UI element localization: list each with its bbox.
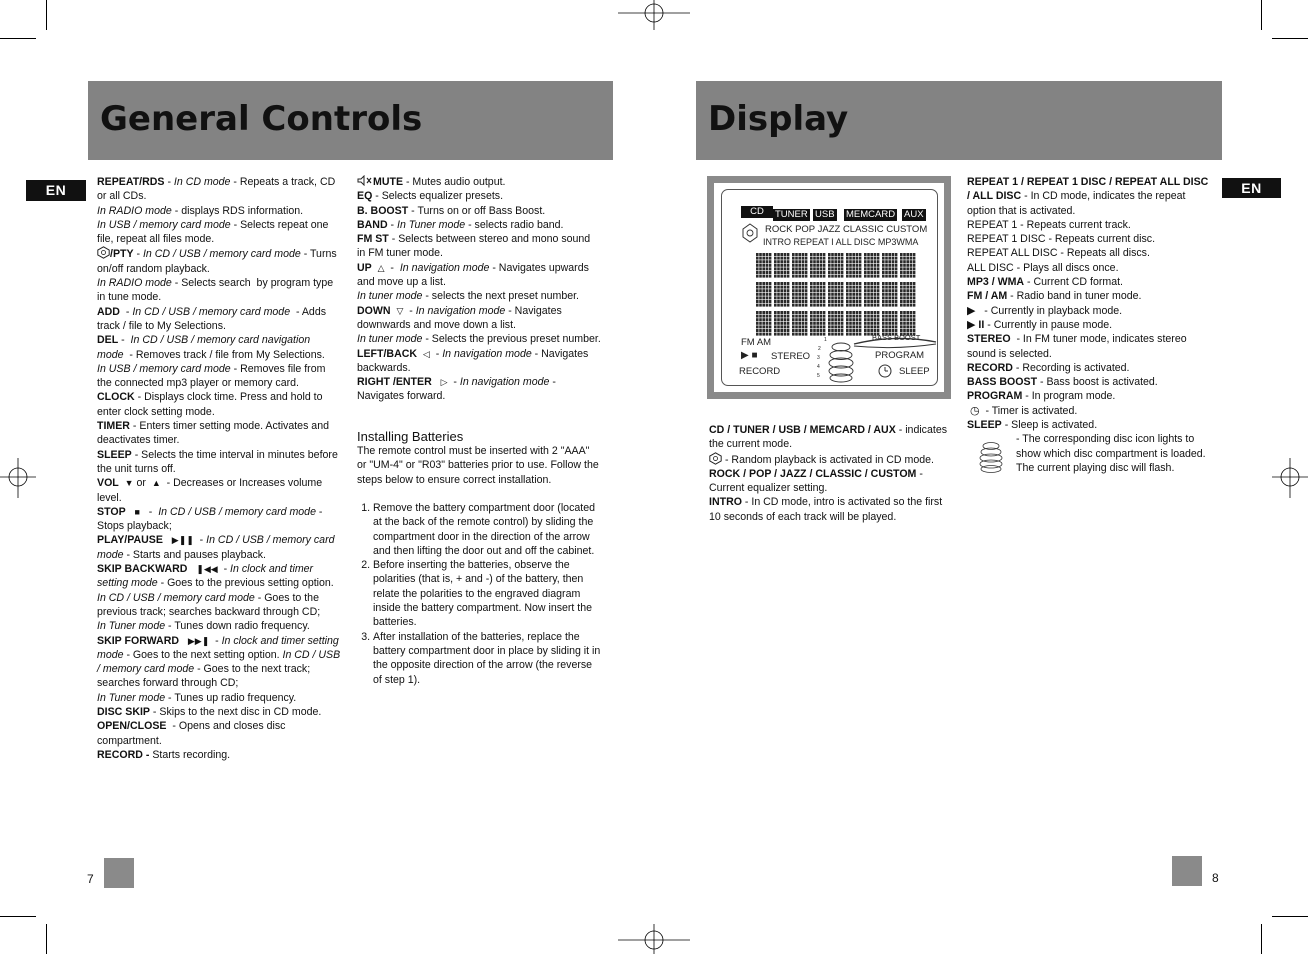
lcd-tag-cd: CD	[741, 206, 773, 218]
display-column-2	[967, 175, 1213, 490]
entry-term: ROCK / POP / JAZZ / CLASSIC / CUSTOM	[709, 467, 917, 480]
display-entry	[967, 261, 1213, 275]
entry-description: In Tuner mode - Tunes down radio frequency.	[97, 620, 310, 633]
entry-term: SLEEP	[967, 419, 1002, 432]
entry-term: BAND	[357, 218, 388, 231]
entry-description: - In CD / USB / memory card navigation mode - Removes track / file from My Selections.	[97, 334, 325, 361]
entry-description: - Random playback is activated in CD mode.	[722, 453, 934, 466]
batteries-heading: Installing Batteries	[357, 428, 464, 444]
entry-term: CLOCK	[97, 391, 135, 404]
entry-description: ▶❚❚ - In CD / USB / memory card mode - Starts and pauses playback.	[97, 534, 335, 561]
entry-term: SLEEP	[97, 448, 132, 461]
control-entry	[357, 232, 601, 261]
entry-description: - In Tuner mode - selects radio band.	[387, 218, 564, 231]
entry-term: EQ	[357, 190, 373, 203]
control-entry	[357, 347, 601, 376]
entry-term: REPEAT/RDS	[97, 176, 165, 188]
entry-term: FM / AM	[967, 290, 1008, 303]
display-entry	[967, 246, 1213, 260]
entry-description: - Selects the time interval in minutes before the unit turns off.	[97, 448, 338, 475]
lcd-character-cell	[792, 282, 807, 307]
display-entry	[967, 375, 1213, 389]
lcd-character-cell	[846, 282, 861, 307]
control-entry	[97, 562, 341, 619]
disc-icon-note	[967, 432, 1213, 490]
entry-description: ■ - In CD / USB / memory card mode - Stops playback;	[97, 505, 323, 533]
battery-step: 3. After installation of the batteries, replace the battery compartment door in place by sliding it in the opposite direction of the arrow (the reverse of step 1).	[373, 630, 601, 687]
control-entry	[357, 204, 601, 218]
control-entry	[357, 289, 601, 303]
entry-description: ❚◀◀ - In clock and timer setting mode - Goes to the previous setting option. In CD / USB / memory card mode - Goes to the previous track; searches backward through CD;	[97, 563, 334, 618]
display-entry	[967, 232, 1213, 246]
entry-description: In RADIO mode - Selects search by program type in tune mode.	[97, 277, 334, 304]
entry-description: In USB / memory card mode - Removes file from the connected mp3 player or memory card.	[97, 362, 326, 390]
control-entry	[357, 375, 601, 404]
entry-description: ◁ - In navigation mode - Navigates backwards.	[357, 347, 589, 374]
control-entry	[97, 448, 341, 477]
entry-description: - Skips to the next disc in CD mode.	[149, 705, 322, 718]
battery-step: 1. Remove the battery compartment door (located at the back of the remote control) by sliding the compartment door in the direction of the arrow and then lifting the door out and off the cabinet.	[373, 501, 601, 558]
entry-description: ALL DISC - Plays all discs once.	[967, 261, 1119, 274]
entry-description: - In CD mode, indicates the repeat option that is activated.	[967, 190, 1186, 217]
entry-term: STOP	[97, 505, 126, 518]
entry-description: In USB / memory card mode - Selects repeat one file, repeat all files mode.	[97, 218, 329, 246]
entry-description: - Enters timer setting mode. Activates and deactivates timer.	[97, 420, 329, 447]
controls-column-1	[97, 175, 341, 762]
display-entry	[967, 275, 1213, 289]
control-entry	[97, 634, 341, 691]
control-entry	[357, 332, 601, 346]
lcd-tag-usb: USB	[815, 209, 835, 220]
entry-description: In Tuner mode - Tunes up radio frequency.	[97, 691, 297, 704]
entry-term: DEL	[97, 334, 119, 347]
entry-term: RECORD -	[97, 748, 150, 761]
display-entry	[967, 389, 1213, 403]
display-column-1	[709, 423, 953, 524]
control-entry	[97, 218, 341, 247]
lcd-tag-aux: AUX	[904, 209, 924, 220]
entry-term: /PTY	[110, 248, 134, 261]
batteries-intro: The remote control must be inserted with 2 "AAA" or "UM-4" or "R03" batteries prior to use. Follow the steps below to ensure correct installation.	[357, 445, 599, 486]
entry-term: ADD	[97, 305, 120, 318]
battery-steps	[357, 501, 601, 687]
entry-description: - Current CD format.	[1024, 276, 1123, 289]
display-entry	[709, 423, 953, 452]
crop-mark	[0, 38, 36, 39]
lcd-mode-row: INTRO REPEAT I ALL DISC MP3WMA	[763, 237, 919, 247]
entry-description: - In program mode.	[1022, 390, 1116, 403]
lcd-character-cell	[756, 253, 771, 278]
mute-speaker-icon	[357, 175, 373, 186]
entry-description: ▶▶❚ - In clock and timer setting mode - Goes to the next setting option. In CD / USB / memory card mode - Goes to the next track; searches forward through CD;	[97, 634, 341, 690]
page-number-right: 8	[1212, 871, 1219, 885]
entry-term: OPEN/CLOSE	[97, 720, 167, 733]
entry-description: ▶ - Currently in playback mode.	[967, 304, 1123, 317]
entry-description: - indicates the current mode.	[709, 424, 948, 451]
display-list-2	[967, 175, 1213, 432]
lcd-stereo: STEREO	[771, 351, 811, 362]
lcd-record: RECORD	[739, 366, 781, 377]
control-entry	[97, 175, 341, 204]
entry-term: INTRO	[709, 496, 742, 509]
entry-term: SKIP FORWARD	[97, 634, 180, 647]
lcd-bass-boost: BASS BOOST	[872, 333, 921, 342]
random-disc-icon	[97, 246, 110, 259]
entry-term: FM ST	[357, 233, 389, 246]
control-entry	[357, 304, 601, 333]
crop-mark	[46, 924, 47, 954]
crop-mark	[46, 0, 47, 30]
entry-term: PROGRAM	[967, 390, 1023, 403]
registration-mark-bottom	[618, 924, 690, 954]
page-number-left: 7	[87, 872, 94, 886]
lcd-display-illustration	[707, 176, 951, 399]
entry-description: - In CD mode - Repeats a track, CD or all CDs.	[97, 176, 336, 203]
lcd-tag-memcard: MEMCARD	[846, 209, 896, 220]
registration-mark-top	[618, 0, 690, 30]
lcd-character-cell	[774, 282, 789, 307]
entry-description: - Recording is activated.	[1012, 361, 1130, 374]
entry-description: Starts recording.	[149, 748, 231, 761]
lcd-character-cell	[864, 282, 879, 307]
lcd-character-cell	[810, 253, 825, 278]
control-entry	[97, 748, 341, 762]
entry-description: In tuner mode - selects the next preset number.	[357, 290, 580, 303]
entry-description: - In FM tuner mode, indicates stereo sound is selected.	[967, 333, 1187, 360]
control-entry	[97, 533, 341, 562]
entry-term: DISC SKIP	[97, 705, 150, 718]
entry-description: In tuner mode - Selects the previous preset number.	[357, 333, 601, 346]
entry-term: BASS BOOST	[967, 376, 1038, 389]
entry-description: ▽ - In navigation mode - Navigates downwards and move down a list.	[357, 304, 562, 331]
crop-mark	[1272, 916, 1308, 917]
entry-term: RIGHT /ENTER	[357, 376, 432, 389]
lcd-eq-row: ROCK POP JAZZ CLASSIC CUSTOM	[765, 224, 928, 235]
entry-description: - Mutes audio output.	[403, 176, 506, 188]
control-entry	[357, 189, 601, 203]
page-tab-marker-right	[1172, 856, 1202, 886]
display-entry	[967, 175, 1213, 218]
battery-step: 2. Before inserting the batteries, observe the polarities (that is, + and -) of the battery, then relate the polarities to the engraved diagram inside the battery compartment. Now insert the batteries.	[373, 558, 601, 629]
entry-term: TIMER	[97, 420, 130, 433]
entry-description: - In CD / USB / memory card mode - Adds track / file to My Selections.	[97, 305, 327, 332]
page-tab-marker-left	[104, 858, 134, 888]
crop-mark	[1272, 38, 1308, 39]
controls-column-2	[357, 175, 601, 687]
lcd-character-cell	[810, 282, 825, 307]
entry-description: - Turns on or off Bass Boost.	[408, 204, 546, 217]
display-entry	[709, 467, 953, 496]
entry-description: - In CD mode, intro is activated so the first 10 seconds of each track will be played.	[709, 496, 943, 523]
disc-stack-icon	[967, 438, 1011, 474]
entry-term: UP	[357, 261, 372, 274]
entry-term: MP3 / WMA	[967, 276, 1025, 289]
lcd-character-cell	[756, 311, 771, 336]
display-entry	[967, 404, 1213, 418]
display-entry	[709, 495, 953, 524]
lcd-disc-number: 5	[817, 373, 820, 379]
entry-description: - Bass boost is activated.	[1037, 376, 1158, 389]
entry-description: - Selects between stereo and mono sound in FM tuner mode.	[357, 233, 591, 260]
entry-description: In RADIO mode - displays RDS information.	[97, 204, 304, 217]
controls-list-2	[357, 175, 601, 404]
entry-description: ▶ II - Currently in pause mode.	[967, 318, 1113, 331]
lcd-sleep: SLEEP	[899, 366, 930, 377]
entry-description: - Selects equalizer presets.	[372, 190, 504, 203]
display-entry	[709, 452, 953, 467]
lcd-fm-am: FM AM	[741, 337, 772, 348]
entry-description: - Radio band in tuner mode.	[1007, 290, 1142, 303]
entry-description: - Current equalizer setting.	[709, 467, 923, 495]
lcd-character-cell	[900, 282, 915, 307]
control-entry	[97, 705, 341, 719]
control-entry	[97, 476, 341, 505]
random-disc-icon	[709, 452, 722, 465]
lcd-character-cell	[900, 253, 915, 278]
entry-description: REPEAT 1 DISC - Repeats current disc.	[967, 233, 1156, 246]
lcd-character-cell	[882, 253, 897, 278]
registration-mark-left	[0, 458, 36, 498]
lcd-character-cell	[774, 311, 789, 336]
lcd-character-cell	[810, 311, 825, 336]
control-entry	[97, 419, 341, 448]
control-entry	[97, 333, 341, 362]
entry-description: △ - In navigation mode - Navigates upwards and move up a list.	[357, 261, 589, 289]
entry-term: MUTE	[373, 176, 404, 188]
display-entry	[967, 218, 1213, 232]
control-entry	[97, 276, 341, 305]
disc-icon-note-text: - The corresponding disc icon lights to show which disc compartment is loaded. The current playing disc will flash.	[1016, 433, 1206, 474]
lcd-disc-number: 4	[817, 364, 820, 370]
page-title-general-controls: General Controls	[88, 81, 613, 160]
control-entry	[97, 691, 341, 705]
lcd-character-cell	[774, 253, 789, 278]
entry-description: ▷ - In navigation mode - Navigates forward.	[357, 376, 556, 403]
control-entry	[97, 305, 341, 334]
lcd-character-cell	[828, 282, 843, 307]
control-entry	[357, 261, 601, 290]
entry-term: PLAY/PAUSE	[97, 534, 163, 547]
lcd-character-cell	[828, 253, 843, 278]
control-entry	[97, 362, 341, 391]
entry-description: - Opens and closes disc compartment.	[97, 720, 286, 747]
display-entry	[967, 332, 1213, 361]
entry-description: - Sleep is activated.	[1001, 419, 1098, 432]
entry-term: RECORD	[967, 361, 1013, 374]
lcd-program: PROGRAM	[875, 350, 925, 361]
page-title-display: Display	[696, 81, 1222, 160]
entry-term: VOL	[97, 477, 119, 490]
control-entry	[97, 246, 341, 276]
entry-term: STEREO	[967, 333, 1011, 346]
lcd-screen	[721, 189, 938, 386]
control-entry	[97, 204, 341, 218]
entry-description: - Displays clock time. Press and hold to enter clock setting mode.	[97, 391, 323, 418]
entry-term: B. BOOST	[357, 204, 409, 217]
control-entry	[357, 175, 601, 189]
display-entry	[967, 318, 1213, 332]
entry-description: ◷ - Timer is activated.	[969, 404, 1078, 417]
lcd-character-cell	[756, 282, 771, 307]
entry-term: SKIP BACKWARD	[97, 563, 188, 576]
lcd-character-cell	[792, 253, 807, 278]
lcd-disc-number: 3	[817, 355, 820, 361]
lcd-character-cell	[828, 311, 843, 336]
crop-mark	[1261, 924, 1262, 954]
control-entry	[97, 719, 341, 748]
entry-term: DOWN	[357, 304, 391, 317]
crop-mark	[0, 916, 36, 917]
entry-description: - In CD / USB / memory card mode - Turns on/off random playback.	[97, 248, 337, 275]
lcd-character-cell	[792, 311, 807, 336]
display-entry	[967, 361, 1213, 375]
entry-description: REPEAT 1 - Repeats current track.	[967, 218, 1131, 231]
lcd-character-cell	[846, 253, 861, 278]
timer-clock-icon	[878, 364, 892, 378]
lcd-disc-number: 1	[824, 337, 827, 343]
display-entry	[967, 418, 1213, 432]
display-entry	[967, 289, 1213, 303]
entry-term: LEFT/BACK	[357, 347, 418, 360]
entry-term: CD / TUNER / USB / MEMCARD / AUX	[709, 424, 896, 436]
registration-mark-right	[1272, 458, 1308, 498]
random-disc-icon	[742, 223, 758, 243]
control-entry	[97, 505, 341, 534]
language-badge-right: EN	[1222, 178, 1281, 198]
language-badge-left: EN	[26, 180, 86, 201]
entry-description: ▼ or ▲ - Decreases or Increases volume level.	[97, 477, 323, 504]
entry-term: REPEAT 1 / REPEAT 1 DISC / REPEAT ALL DISC / ALL DISC	[967, 176, 1209, 203]
lcd-tag-tuner: TUNER	[775, 209, 808, 220]
lcd-disc-number: 2	[818, 346, 821, 352]
crop-mark	[1261, 0, 1262, 30]
lcd-dot-matrix	[756, 253, 921, 338]
control-entry	[97, 390, 341, 419]
control-entry	[357, 218, 601, 232]
display-entry	[967, 304, 1213, 318]
entry-description: REPEAT ALL DISC - Repeats all discs.	[967, 247, 1150, 260]
lcd-play-stop-icon: ▶ ■	[741, 350, 758, 361]
lcd-character-cell	[864, 253, 879, 278]
control-entry	[97, 619, 341, 633]
lcd-character-cell	[882, 282, 897, 307]
